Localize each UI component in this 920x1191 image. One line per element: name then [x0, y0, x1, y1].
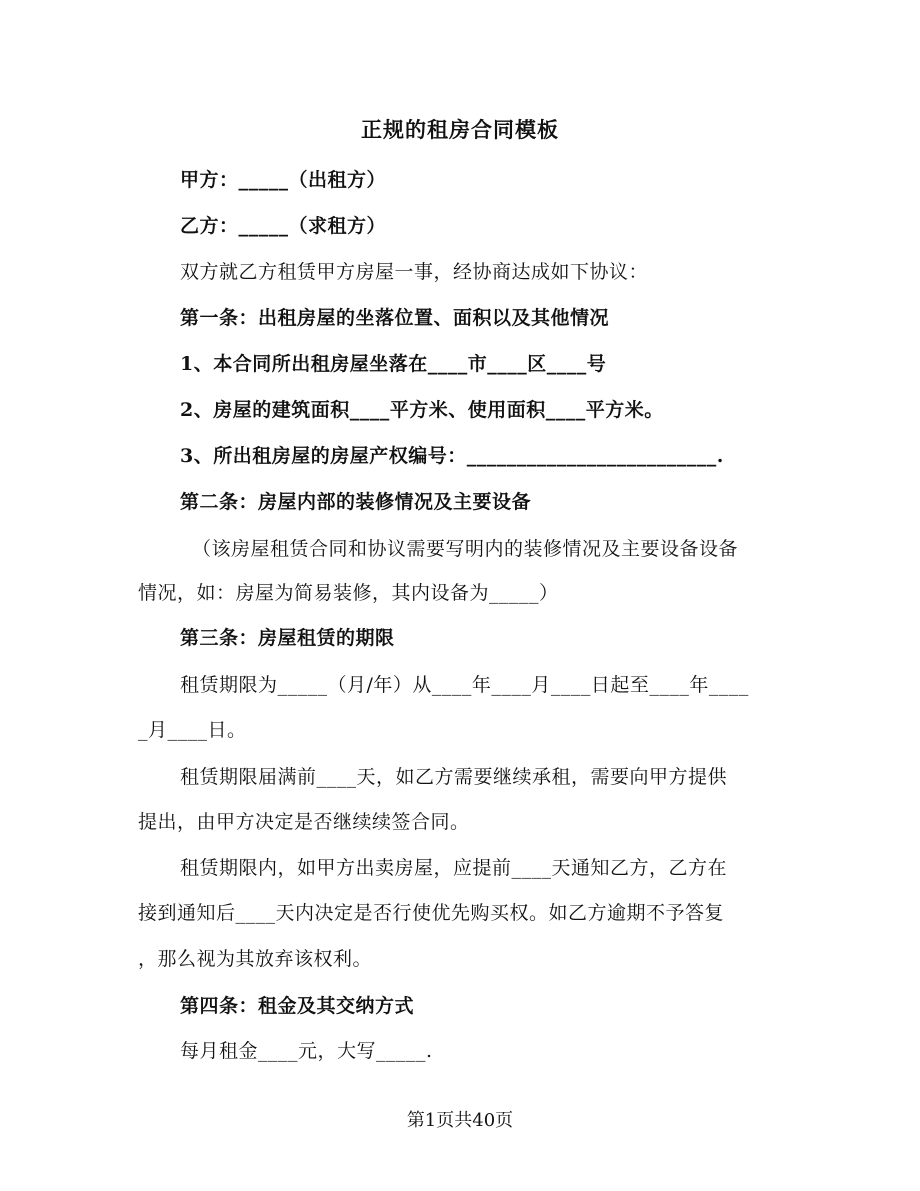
agreement-intro: 双方就乙方租赁甲方房屋一事，经协商达成如下协议：: [180, 261, 649, 283]
article-4-heading: 第四条：租金及其交纳方式: [180, 995, 415, 1017]
renewal-line-1: 租赁期限届满前____天，如乙方需要继续承租，需要向甲方提供: [180, 766, 728, 788]
article-2-note-line-2: 情况，如：房屋为简易装修，其内设备为_____）: [138, 582, 559, 604]
article-2-note-line-1: （该房屋租赁合同和协议需要写明内的装修情况及主要设备设备: [192, 538, 739, 560]
article-1-item-2: 2、房屋的建筑面积____平方米、使用面积____平方米。: [180, 399, 664, 421]
monthly-rent-line: 每月租金____元，大写_____.: [180, 1040, 433, 1062]
renewal-line-2: 提出，由甲方决定是否继续续签合同。: [138, 811, 470, 833]
sale-notice-line-2: 接到通知后____天内决定是否行使优先购买权。如乙方逾期不予答复: [138, 902, 725, 924]
document-title: 正规的租房合同模板: [361, 117, 559, 142]
article-1-item-3: 3、所出租房屋的房屋产权编号：_________________________.: [180, 445, 724, 467]
article-1-item-1: 1、本合同所出租房屋坐落在____市____区____号: [180, 353, 607, 375]
article-1-heading: 第一条：出租房屋的坐落位置、面积以及其他情况: [180, 307, 610, 329]
sale-notice-line-3: ，那么视为其放弃该权利。: [138, 948, 373, 970]
lease-term-line-2: _月____日。: [138, 719, 247, 741]
sale-notice-line-1: 租赁期限内，如甲方出卖房屋，应提前____天通知乙方，乙方在: [180, 857, 728, 879]
party-a-line: 甲方：_____（出租方）: [180, 169, 387, 191]
lease-term-line-1: 租赁期限为_____（月/年）从____年____月____日起至____年____: [180, 674, 749, 696]
article-3-heading: 第三条：房屋租赁的期限: [180, 627, 395, 649]
page-footer: 第1页共40页: [406, 1110, 514, 1131]
party-b-line: 乙方：_____（求租方）: [180, 215, 387, 237]
article-2-heading: 第二条：房屋内部的装修情况及主要设备: [180, 491, 532, 513]
